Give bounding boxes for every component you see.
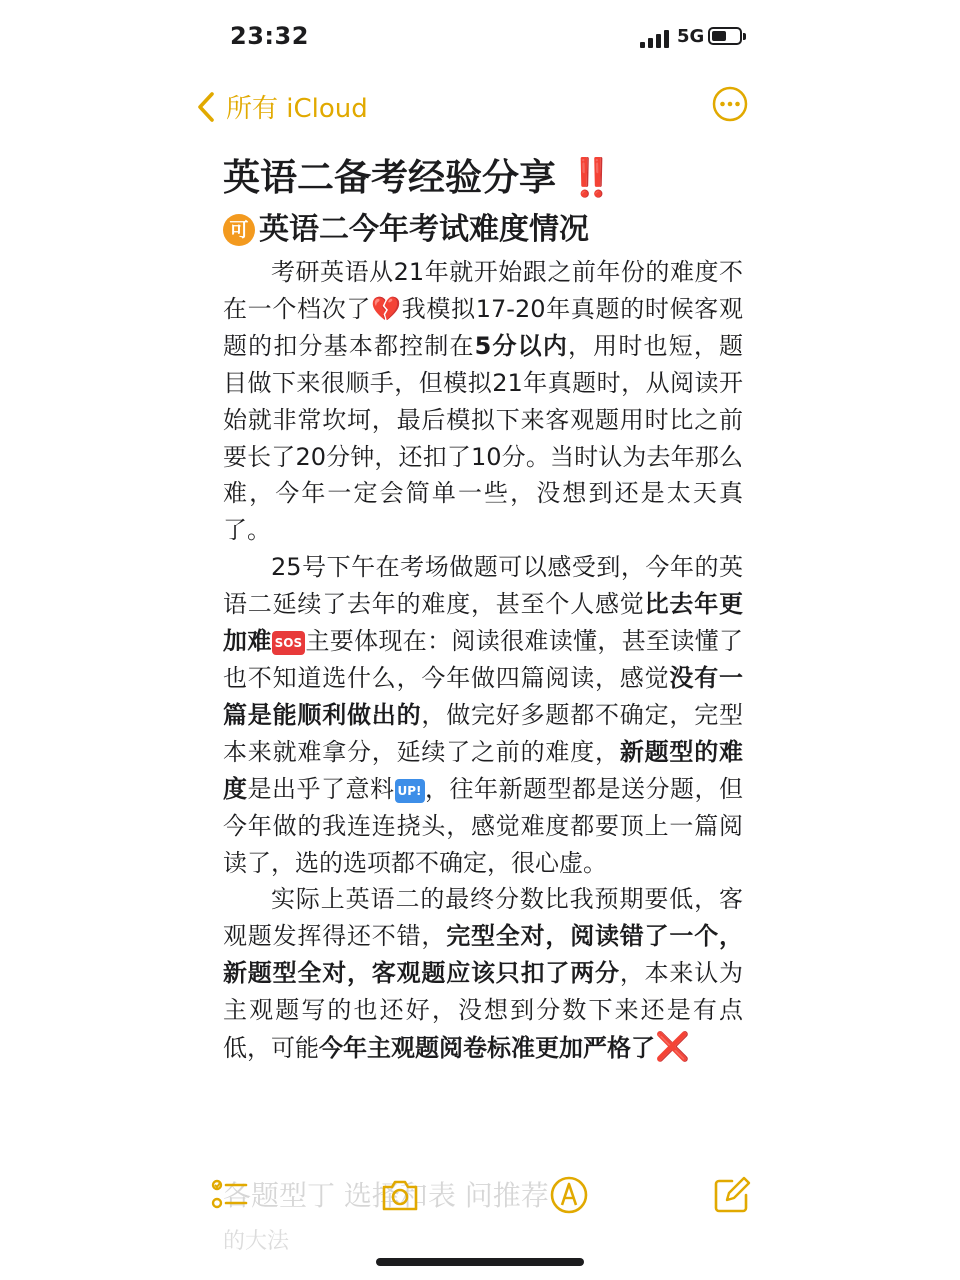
sos-icon: SOS: [272, 631, 306, 655]
p3-text-a: 实际上英语二的最终分数比我预期要低，客观题发挥得还不错，: [223, 885, 743, 951]
battery-icon: [708, 27, 742, 45]
network-type: 5G: [677, 26, 705, 47]
p1-text-c: ，用时也短，题目做下来很顺手，但模拟21年真题时，从阅读开始就非常坎坷，最后模拟下来客观题用时比之前要长了20分钟，还扣了10分。当时认为去年那么难，今年一定会简单一些，没想到还是太天真了。: [223, 331, 744, 545]
p1-text-a: 考研英语从21年就开始跟之前年份的难度不在一个档次了: [223, 258, 743, 323]
p2-bold-b: 没有一篇是能顺利做出的: [223, 663, 744, 729]
note-body[interactable]: [223, 150, 743, 1067]
home-indicator[interactable]: [376, 1258, 584, 1266]
chevron-left-icon: [196, 91, 216, 123]
camera-icon[interactable]: [380, 1175, 420, 1215]
p3-bold-b: 今年主观题阅卷标准更加严格了: [319, 1034, 655, 1063]
p2-text-a: 25号下午在考场做题可以感受到，今年的英语二延续了去年的难度，甚至个人感觉: [223, 553, 743, 619]
paragraph-3: [223, 881, 743, 1067]
paragraph-1: [223, 254, 743, 549]
compose-icon[interactable]: [712, 1175, 752, 1215]
back-button-label: 所有 iCloud: [226, 94, 368, 124]
p2-text-b: 主要体现在：阅读很难读懂，甚至读懂了也不知道选什么，今年做四篇阅读，感觉: [223, 627, 744, 692]
faded-note-line: 各题型丁 选择和表 问推荐: [223, 1179, 549, 1212]
section-heading: [223, 206, 743, 254]
battery-level: [712, 31, 726, 41]
ellipsis-circle-icon[interactable]: [712, 86, 748, 122]
cross-mark-icon: ❌: [655, 1030, 690, 1064]
note-title: [223, 150, 743, 206]
double-exclamation-icon: ‼️: [568, 156, 615, 199]
p3-bold-a: 完型全对，阅读错了一个，新题型全对，客观题应该只扣了两分: [223, 922, 744, 988]
p2-bold-c: 新题型的难度: [223, 737, 744, 803]
broken-heart-icon: 💔: [371, 294, 402, 323]
section-heading-text: 英语二今年考试难度情况: [259, 212, 589, 247]
status-time: 23:32: [230, 22, 309, 50]
ok-badge-icon: 可: [223, 214, 255, 246]
p2-text-c: ，做完好多题都不确定，完型本来就难拿分，延续了之前的难度，: [223, 700, 744, 766]
note-title-text: 英语二备考经验分享: [223, 156, 556, 199]
faded-note-line-2: 的大法: [223, 1229, 290, 1254]
up-icon: UP!: [395, 779, 425, 803]
pen-markup-icon[interactable]: [549, 1175, 589, 1215]
p1-text-b: 我模拟17-20年真题的时候客观题的扣分基本都控制在: [223, 294, 743, 360]
p2-text-e: ，往年新题型都是送分题，但今年做的我连连挠头，感觉难度都要顶上一篇阅读了，选的选项都不确定，很心虚。: [223, 774, 744, 877]
p3-text-b: ，本来认为主观题写的也还好，没想到分数下来还是有点低，可能: [223, 959, 744, 1063]
status-bar: [0, 0, 960, 80]
p2-bold-a: 比去年更加难: [223, 590, 744, 656]
back-button[interactable]: [196, 88, 368, 125]
cellular-signal-icon: [640, 28, 672, 48]
navigation-bar: [0, 80, 960, 136]
p2-text-d: 是出乎了意料: [247, 774, 395, 803]
p1-bold-b: 5分以内: [474, 331, 569, 360]
paragraph-2: [223, 549, 743, 881]
checklist-icon[interactable]: [210, 1175, 250, 1215]
